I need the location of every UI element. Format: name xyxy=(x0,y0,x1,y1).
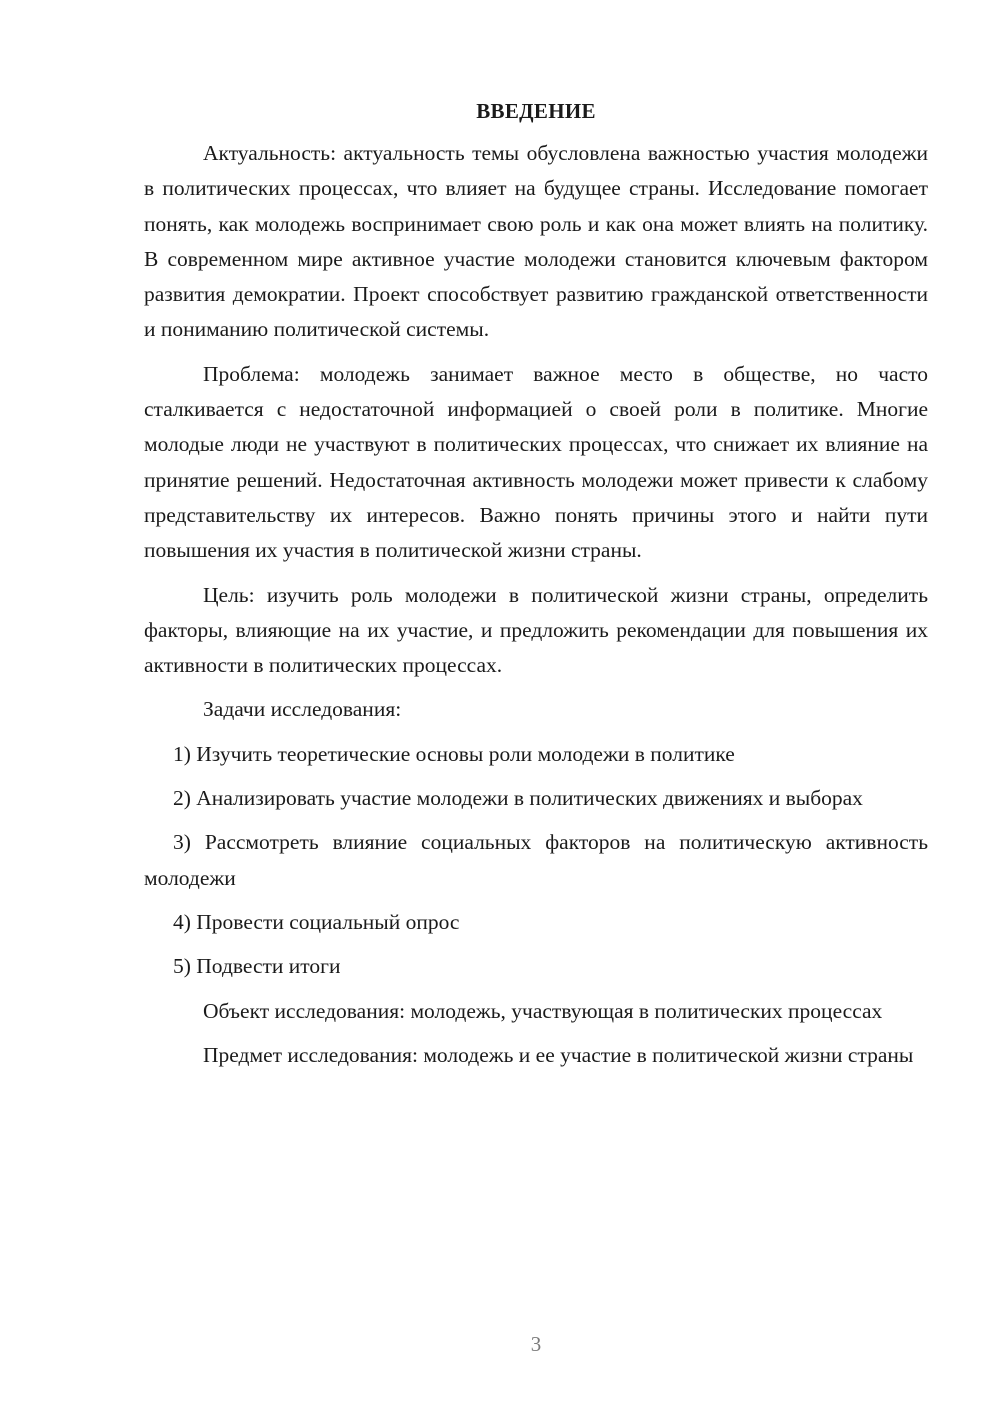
research-subject-paragraph: Предмет исследования: молодежь и ее участие в политической жизни страны xyxy=(203,1042,914,1067)
task-item-5: 5) Подвести итоги xyxy=(173,954,341,979)
task-item-1: 1) Изучить теоретические основы роли молодежи в политике xyxy=(173,741,735,766)
section-title: ВВЕДЕНИЕ xyxy=(476,99,596,123)
tasks-heading: Задачи исследования: xyxy=(203,697,402,722)
page-content xyxy=(144,96,928,1082)
task-item-4: 4) Провести социальный опрос xyxy=(173,909,460,934)
research-object-paragraph: Объект исследования: молодежь, участвующая в политических процессах xyxy=(203,998,883,1023)
task-item-2: 2) Анализировать участие молодежи в политических движениях и выборах xyxy=(173,786,863,811)
goal-paragraph: Цель: изучить роль молодежи в политической жизни страны, определить факторы, влияющие на их участие, и предложить рекомендации для повышения их активности в политических процессах. xyxy=(144,582,928,678)
task-item-3: 3) Рассмотреть влияние социальных факторов на политическую активность молодежи xyxy=(144,830,928,890)
page-number: 3 xyxy=(530,1332,542,1356)
problem-paragraph: Проблема: молодежь занимает важное место в обществе, но часто сталкивается с недостаточной информацией о своей роли в политике. Многие молодые люди не участвуют в политических процессах, что снижает их влияние на принятие решений. Недостаточная активность молодежи может привести к слабому представительству их интересов. Важно понять причины этого и найти пути повышения их участия в политической жизни страны. xyxy=(144,361,928,563)
relevance-paragraph: Актуальность: актуальность темы обусловлена важностью участия молодежи в политических процессах, что влияет на будущее страны. Исследование помогает понять, как молодежь воспринимает свою роль и как она может влиять на политику. В современном мире активное участие молодежи становится ключевым фактором развития демократии. Проект способствует развитию гражданской ответственности и пониманию политической системы. xyxy=(144,141,928,342)
